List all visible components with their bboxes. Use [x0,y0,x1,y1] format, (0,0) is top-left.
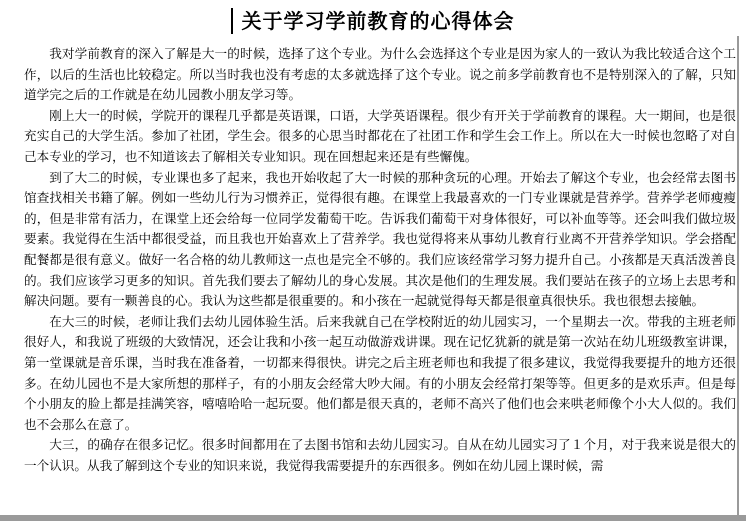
paragraph-1: 我对学前教育的深入了解是大一的时候，选择了这个专业。为什么会选择这个专业是因为家人的一致认为我比较适合这个工作，以后的生活也比较稳定。所以当时我也没有考虑的太多就选择了这个专业。说之前多学前教育也不是特别深入的了解，只知道学完之后的工作就是在幼儿园教小朋友学习等。 [24,46,736,103]
document-title: 关于学习学前教育的心得体会 [241,9,515,33]
paragraph-4: 在大三的时候，老师让我们去幼儿园体验生活。后来我就自己在学校附近的幼儿园实习，一个星期去一次。带我的主班老师很好人，和我说了班级的大致情况，还会让我和小孩一起互动做游戏讲课。现在记忆犹新的就是第一次站在幼儿班级教室讲课，第一堂课就是音乐课，当时我在准备着，一切都来得很快。讲完之后主班老师也和我提了很多建议，我觉得我要提升的地方还很多。在幼儿园也不是大家所想的那样子，有的小朋友会经常大吵大闹。有的小朋友会经常打架等等。但更多的是欢乐声。但是每个小朋友的脸上都是挂满笑容，嘻嘻哈哈一起玩耍。他们都是很天真的，老师不高兴了他们也会来哄老师像个小大人似的。我们也不会那么在意了。 [24,313,736,432]
paragraph-2: 刚上大一的时候，学院开的课程几乎都是英语课，口语，大学英语课程。很少有开关于学前教育的课程。大一期间，也是很充实自己的大学生活。参加了社团，学生会。很多的心思当时都花在了社团工作和学生会工作上。所以在大一时候也忽略了对自己本专业的学习，也不知道该去了解相关专业知识。现在回想起来还是有些懈傀。 [24,107,736,164]
document-body[interactable] [24,44,736,476]
page-bottom-border [0,515,746,521]
paragraph-5: 大三，的确存在很多记忆。很多时间都用在了去图书馆和去幼儿园实习。自从在幼儿园实习了１个月，对于我来说是很大的一个认识。从我了解到这个专业的知识来说，我觉得我需要提升的东西很多。例如在幼儿园上课时候，需 [24,437,736,473]
paragraph-3: 到了大二的时候，专业课也多了起来，我也开始收起了大一时候的那种贪玩的心理。开始去了解这个专业，也会经常去图书馆查找相关书籍了解。例如一些幼儿行为习惯养正，觉得很有趣。在课堂上我最喜欢的一门专业课就是营养学。营养学老师瘦瘦的，但是非常有活力，在课堂上还会给每一位同学发葡萄干吃。告诉我们葡萄干对身体很好，可以补血等等。还会叫我们做垃圾要素。我觉得在生活中都很受益，而且我也开始喜欢上了营养学。我也觉得将来从事幼儿教育行业离不开营养学知识。学会搭配配餐都是很有意义。做好一名合格的幼儿教师这一点也是完全不够的。我们应该经常学习努力提升自己。小孩都是天真活泼善良的。我们应该学习更多的知识。首先我们要去了解幼儿的身心发展。其次是他们的生理发展。我们要站在孩子的立场上去思考和解决问题。要有一颗善良的心。我认为这些都是很重要的。和小孩在一起就觉得每天都是很童真很快乐。我也很想去接触。 [24,169,736,309]
page-right-border [737,36,739,521]
text-cursor [231,8,233,34]
title-row [0,8,746,38]
